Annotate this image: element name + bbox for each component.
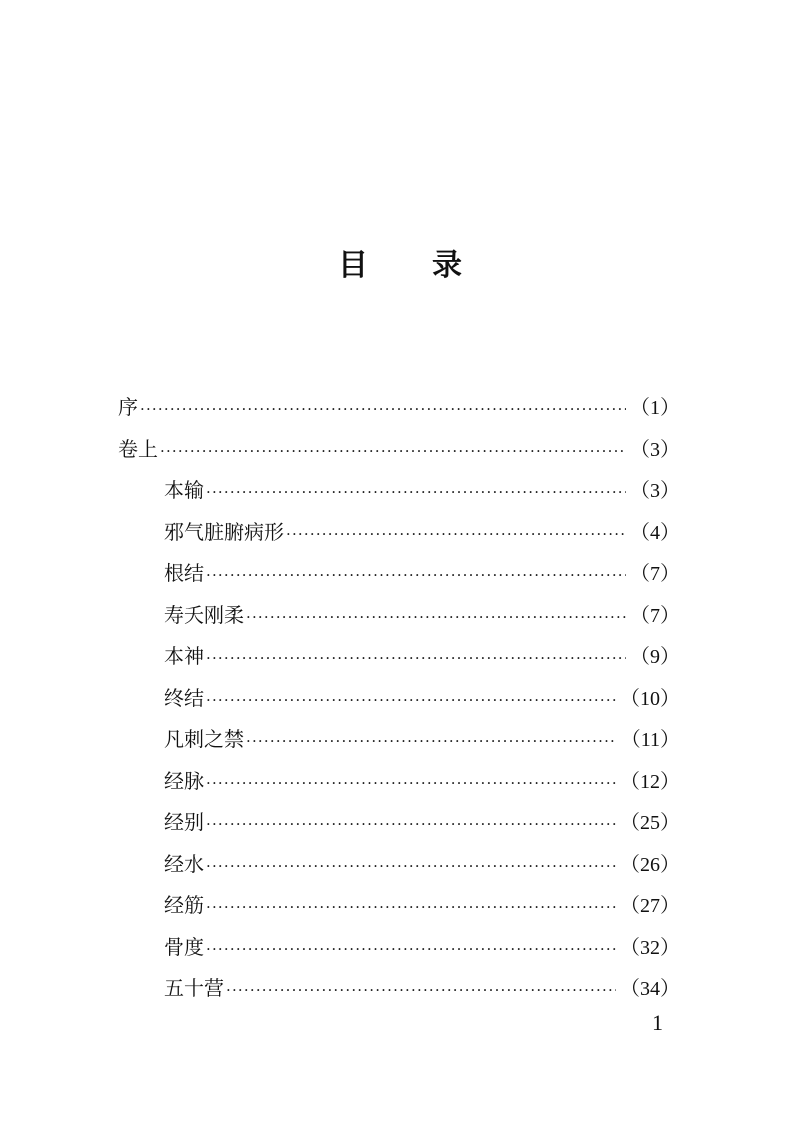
toc-leader-dots — [206, 929, 616, 971]
toc-entry-page: （26） — [620, 853, 680, 876]
toc-entry[interactable] — [118, 512, 680, 554]
toc-entry-page: （11） — [620, 729, 680, 751]
toc-leader-dots — [226, 970, 616, 1012]
toc-entry[interactable] — [118, 802, 680, 844]
toc-entry-page: （7） — [630, 604, 680, 627]
toc-entry-page: （4） — [630, 521, 680, 544]
toc-entry-page: （3） — [630, 480, 680, 502]
toc-entry[interactable] — [118, 719, 680, 761]
title-char-1: 目 — [338, 248, 368, 283]
toc-entry[interactable] — [118, 636, 680, 678]
toc-entry-label: 经水 — [164, 851, 204, 876]
toc-entry-label: 本输 — [164, 478, 204, 502]
toc-entry[interactable] — [118, 844, 680, 886]
toc-leader-dots — [206, 680, 616, 722]
toc-leader-dots — [206, 887, 616, 929]
toc-leader-dots — [206, 846, 616, 888]
toc-leader-dots — [140, 389, 626, 431]
toc-entry-label: 根结 — [164, 561, 204, 585]
toc-entry-label: 经别 — [164, 810, 204, 834]
toc-entry-label: 经脉 — [164, 768, 204, 793]
toc-entry[interactable] — [118, 885, 680, 927]
toc-entry[interactable] — [118, 761, 680, 803]
toc-entry[interactable] — [118, 387, 680, 429]
toc-leader-dots — [206, 763, 616, 805]
toc-entry-page: （7） — [630, 563, 680, 585]
toc-entry[interactable] — [118, 470, 680, 512]
toc-entry-page: （32） — [620, 936, 680, 959]
toc-entry-label: 本神 — [164, 644, 204, 668]
toc-leader-dots — [206, 472, 626, 514]
toc-leader-dots — [206, 804, 616, 846]
toc-entry-label: 五十营 — [164, 976, 224, 1000]
toc-entry-page: （25） — [620, 812, 680, 834]
toc-entry[interactable] — [118, 927, 680, 969]
toc-entry-label: 终结 — [164, 685, 204, 710]
toc-entry-page: （12） — [620, 770, 680, 793]
toc-entry[interactable] — [118, 968, 680, 1010]
page-title — [0, 240, 800, 284]
toc-leader-dots — [286, 514, 626, 556]
toc-entry-page: （34） — [620, 978, 680, 1000]
toc-entry-page: （27） — [620, 895, 680, 917]
toc-entry-label: 经筋 — [164, 893, 204, 917]
toc-entry[interactable] — [118, 429, 680, 471]
toc-entry-page: （10） — [620, 687, 680, 710]
toc-entry-label: 骨度 — [164, 934, 204, 959]
toc-entry[interactable] — [118, 553, 680, 595]
toc-entry-page: （9） — [630, 646, 680, 668]
table-of-contents — [118, 387, 680, 1010]
toc-entry-label: 卷上 — [118, 436, 158, 461]
toc-entry-label: 寿夭刚柔 — [164, 602, 244, 627]
page-number: 1 — [652, 1010, 663, 1035]
toc-entry-label: 邪气脏腑病形 — [164, 519, 284, 544]
toc-leader-dots — [246, 721, 617, 763]
toc-entry-page: （3） — [630, 438, 680, 461]
toc-entry-page: （1） — [630, 397, 680, 419]
toc-leader-dots — [246, 597, 626, 639]
toc-entry[interactable] — [118, 678, 680, 720]
toc-entry-label: 序 — [118, 395, 138, 419]
toc-entry[interactable] — [118, 595, 680, 637]
toc-leader-dots — [206, 555, 626, 597]
title-char-2: 录 — [432, 248, 462, 283]
toc-entry-label: 凡刺之禁 — [164, 727, 244, 751]
toc-leader-dots — [160, 431, 626, 473]
toc-leader-dots — [206, 638, 626, 680]
